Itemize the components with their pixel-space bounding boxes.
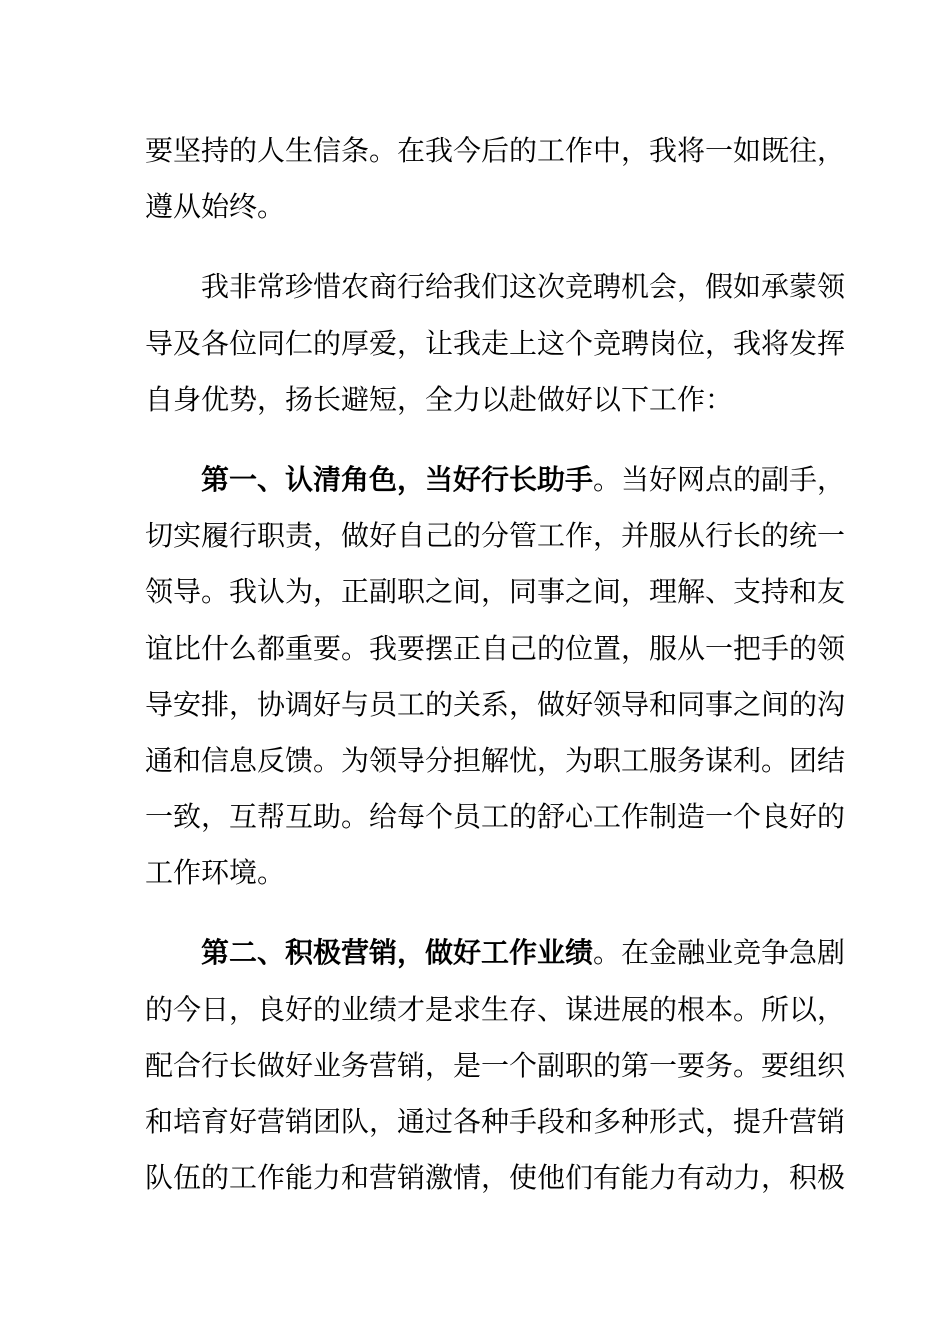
text-run: 队伍的工作能力和营销激情，使他们有能力有动力，积极 [145, 1161, 846, 1195]
text-run: 自身优势，扬长避短，全力以赴做好以下工作： [145, 382, 734, 416]
text-run: 切实履行职责，做好自己的分管工作，并服从行长的统一 [145, 519, 846, 553]
text-line [145, 372, 810, 428]
text-line [145, 508, 846, 564]
text-run: 和培育好营销团队，通过各种手段和多种形式，提升营销 [145, 1105, 846, 1138]
text-run: 的今日，良好的业绩才是求生存、谋进展的根本。所以， [145, 992, 846, 1026]
body-text [145, 123, 846, 1206]
text-line [145, 845, 810, 901]
paragraph [145, 123, 846, 235]
paragraph [145, 452, 846, 902]
text-line [145, 316, 846, 372]
text-run: 谊比什么都重要。我要摆正自己的位置，服从一把手的领 [145, 631, 846, 665]
text-line [145, 259, 846, 315]
text-line [145, 733, 846, 789]
text-line [145, 1094, 846, 1150]
section-heading: 第一、认清角色，当好行长助手 [145, 462, 594, 496]
text-line [145, 564, 846, 620]
text-line [145, 179, 810, 235]
text-run: 配合行长做好业务营销，是一个副职的第一要务。要组织 [145, 1048, 846, 1082]
text-line [145, 1150, 846, 1206]
text-line [145, 982, 846, 1038]
text-run: 领导。我认为，正副职之间，同事之间，理解、支持和友 [145, 575, 846, 609]
text-run: 工作环境。 [145, 856, 286, 890]
text-line [145, 677, 846, 733]
paragraph [145, 925, 846, 1206]
text-run: 通和信息反馈。为领导分担解忧，为职工服务谋利。团结 [145, 743, 846, 777]
text-run: 导及各位同仁的厚爱，让我走上这个竞聘岗位，我将发挥 [145, 326, 846, 360]
paragraph-gap [145, 901, 810, 925]
text-line [145, 925, 846, 981]
text-line [145, 1038, 846, 1094]
paragraph [145, 259, 846, 428]
text-line [145, 621, 846, 677]
text-run: 要坚持的人生信条。在我今后的工作中，我将一如既往， [145, 134, 846, 167]
text-line [145, 789, 846, 845]
text-line [145, 452, 846, 508]
text-run: 我非常珍惜农商行给我们这次竞聘机会，假如承蒙领 [145, 270, 846, 304]
text-run: 遵从始终。 [145, 190, 286, 224]
text-run: 。在金融业竞争急剧 [593, 936, 846, 970]
text-line [145, 123, 846, 179]
paragraph-gap [145, 428, 810, 452]
text-run: 导安排，协调好与员工的关系，做好领导和同事之间的沟 [145, 687, 846, 721]
text-run: 一致，互帮互助。给每个员工的舒心工作制造一个良好的 [145, 800, 846, 834]
section-heading: 第二、积极营销，做好工作业绩 [145, 936, 594, 970]
paragraph-gap [145, 235, 810, 259]
text-run: 。当好网点的副手， [593, 462, 846, 496]
